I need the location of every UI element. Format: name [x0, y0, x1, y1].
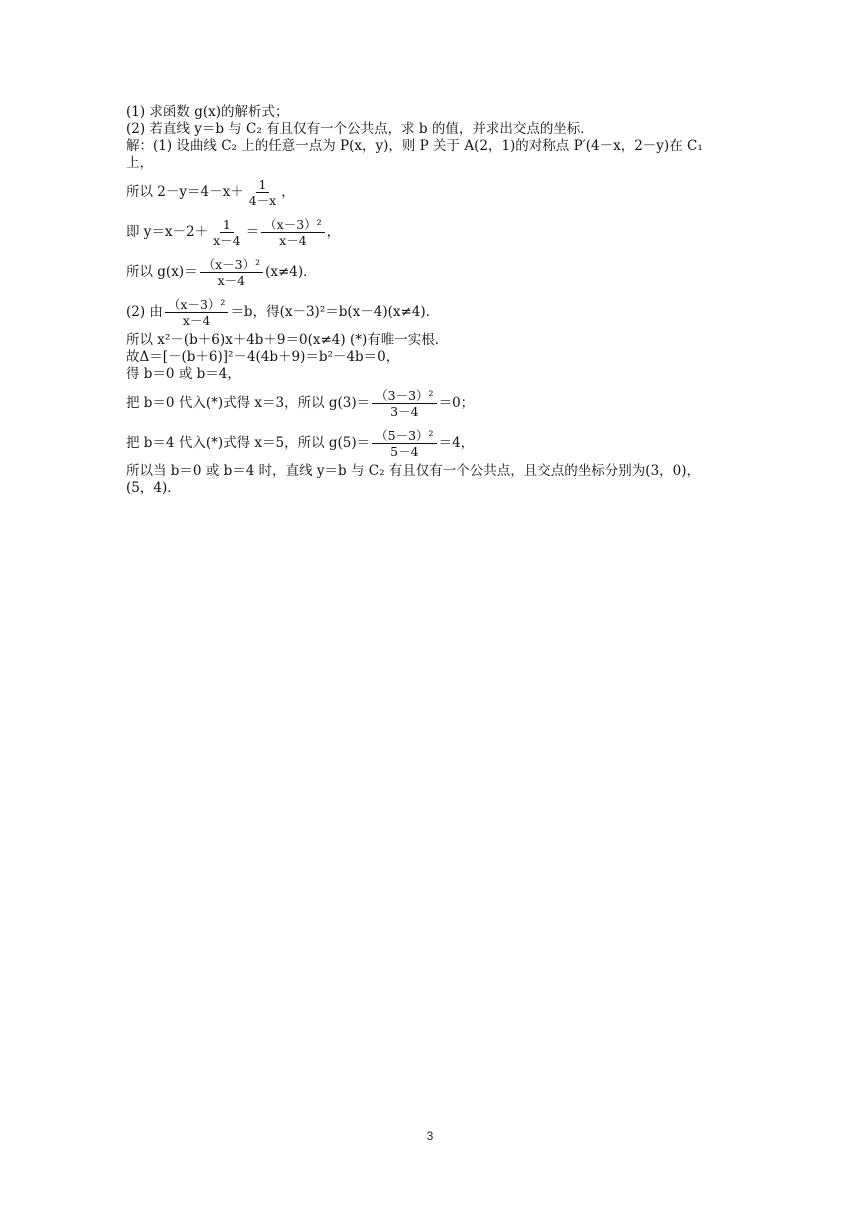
page-number: 3	[426, 1129, 434, 1143]
denominator: x－4	[182, 312, 211, 328]
equation-text: ，	[281, 183, 295, 200]
fraction	[372, 428, 436, 459]
fraction	[246, 177, 280, 208]
equation-text: (x≠4)．	[265, 263, 317, 280]
equation-text: ，	[326, 223, 341, 240]
equation-text: 所以 2－y＝4－x＋	[126, 183, 244, 200]
solution-intro-cont: 上，	[126, 155, 153, 171]
equation-text: 所以 g(x)＝	[126, 263, 198, 280]
fraction	[372, 388, 436, 419]
numerator: （x－3）²	[261, 217, 325, 233]
denominator: x－4	[213, 232, 241, 248]
equation-text: ＝b，得(x－3)²＝b(x－4)(x≠4)．	[230, 303, 440, 320]
fraction	[165, 297, 229, 328]
equation-line-2	[126, 212, 746, 252]
equation-text: (2) 由	[126, 303, 163, 320]
equation-text: 把 b＝0 代入(*)式得 x＝3，所以 g(3)＝	[126, 394, 371, 411]
equation-text: ＝0；	[438, 394, 475, 411]
denominator: 3－4	[390, 403, 419, 419]
numerator: （x－3）²	[200, 257, 264, 273]
solution-line: 得 b＝0 或 b＝4，	[126, 366, 241, 382]
numerator: 1	[256, 177, 270, 193]
equation-line-4	[126, 292, 746, 332]
fraction	[261, 217, 325, 248]
fraction	[200, 257, 264, 288]
equation-text: ＝4，	[438, 434, 475, 451]
equation-line-6	[126, 423, 746, 463]
solution-line: 所以 x²－(b＋6)x＋4b＋9＝0(x≠4) (*)有唯一实根．	[126, 332, 449, 348]
question-part-2: (2) 若直线 y＝b 与 C₂ 有且仅有一个公共点，求 b 的值，并求出交点的坐标．	[126, 121, 594, 137]
equation-line-1	[126, 172, 746, 212]
document-body	[126, 104, 746, 497]
numerator: （5－3）²	[372, 428, 436, 444]
denominator: x－4	[217, 272, 246, 288]
conclusion-line: 所以当 b＝0 或 b＝4 时，直线 y＝b 与 C₂ 有且仅有一个公共点，且交点的坐标分别为(3，0)，	[126, 463, 701, 479]
denominator: 5－4	[390, 443, 419, 459]
equation-line-5	[126, 383, 746, 423]
equation-text: ＝	[245, 223, 260, 240]
equation-line-3	[126, 252, 746, 292]
numerator: 1	[220, 217, 234, 233]
question-part-1: (1) 求函数 g(x)的解析式；	[126, 104, 289, 120]
denominator: 4－x	[248, 192, 277, 208]
fraction	[210, 217, 244, 248]
denominator: x－4	[279, 232, 307, 248]
numerator: （3－3）²	[372, 388, 436, 404]
solution-intro: 解：(1) 设曲线 C₂ 上的任意一点为 P(x，y)，则 P 关于 A(2，1)的对称点 P′(4－x，2－y)在 C₁	[126, 138, 703, 154]
equation-text: 即 y＝x－2＋	[126, 223, 209, 240]
solution-line: 故Δ＝[－(b＋6)]²－4(4b＋9)＝b²－4b＝0，	[126, 349, 400, 365]
conclusion-line-cont: (5，4)．	[126, 480, 181, 496]
equation-text: 把 b＝4 代入(*)式得 x＝5，所以 g(5)＝	[126, 434, 371, 451]
numerator: （x－3）²	[165, 297, 229, 313]
